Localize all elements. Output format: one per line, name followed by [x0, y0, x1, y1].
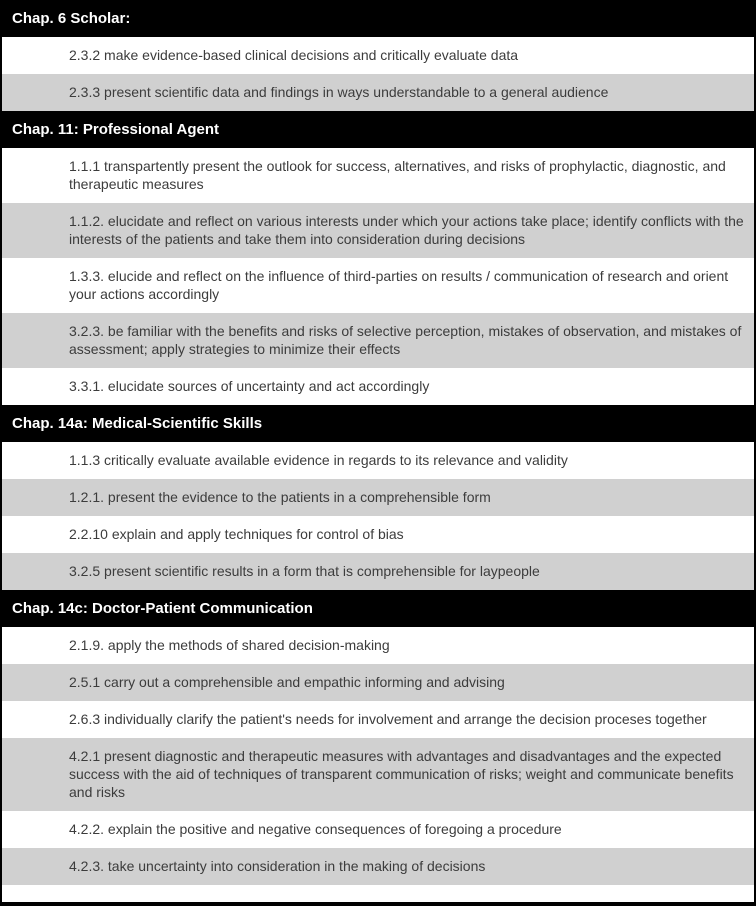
competency-row: 1.1.3 critically evaluate available evidence in regards to its relevance and validity	[2, 442, 754, 479]
competency-row: 2.3.2 make evidence-based clinical decisions and critically evaluate data	[2, 37, 754, 74]
competency-row: 4.2.3. take uncertainty into consideration in the making of decisions	[2, 848, 754, 885]
competency-row: 1.1.2. elucidate and reflect on various interests under which your actions take place; identify conflicts with the interests of the patients and take them into consideration during decisions	[2, 203, 754, 258]
competency-row: 4.2.2. explain the positive and negative consequences of foregoing a procedure	[2, 811, 754, 848]
competency-row: 3.2.5 present scientific results in a form that is comprehensible for laypeople	[2, 553, 754, 590]
section-header-chap-11: Chap. 11: Professional Agent	[2, 111, 754, 148]
section-chap-14a	[2, 405, 754, 590]
section-chap-11	[2, 111, 754, 405]
competency-row: 2.1.9. apply the methods of shared decision-making	[2, 627, 754, 664]
competency-row: 2.5.1 carry out a comprehensible and empathic informing and advising	[2, 664, 754, 701]
section-header-chap-6: Chap. 6 Scholar:	[2, 0, 754, 37]
section-chap-14c	[2, 590, 754, 885]
competency-row: 1.1.1 transpartently present the outlook for success, alternatives, and risks of prophylactic, diagnostic, and therapeutic measures	[2, 148, 754, 203]
section-chap-6	[2, 0, 754, 111]
competency-row: 3.3.1. elucidate sources of uncertainty and act accordingly	[2, 368, 754, 405]
competency-row: 1.3.3. elucide and reflect on the influence of third-parties on results / communication of research and orient your actions accordingly	[2, 258, 754, 313]
competency-row: 1.2.1. present the evidence to the patients in a comprehensible form	[2, 479, 754, 516]
section-header-chap-14c: Chap. 14c: Doctor-Patient Communication	[2, 590, 754, 627]
competency-row: 3.2.3. be familiar with the benefits and risks of selective perception, mistakes of observation, and mistakes of assessment; apply strategies to minimize their effects	[2, 313, 754, 368]
section-header-chap-14a: Chap. 14a: Medical-Scientific Skills	[2, 405, 754, 442]
competency-row: 2.2.10 explain and apply techniques for control of bias	[2, 516, 754, 553]
competency-row: 4.2.1 present diagnostic and therapeutic measures with advantages and disadvantages and the expected success with the aid of techniques of transparent communication of risks; weight and communicate benefits and risks	[2, 738, 754, 811]
competency-row: 2.6.3 individually clarify the patient's needs for involvement and arrange the decision proceses together	[2, 701, 754, 738]
competency-row: 2.3.3 present scientific data and findings in ways understandable to a general audience	[2, 74, 754, 111]
